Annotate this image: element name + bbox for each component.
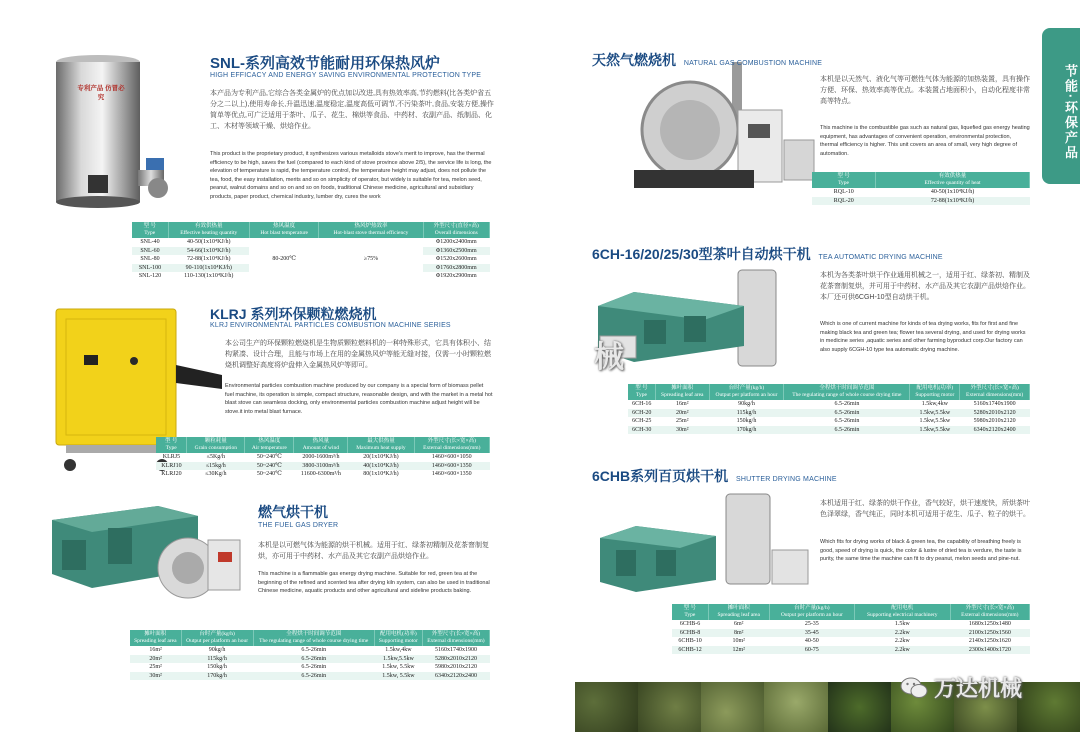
table-row: SNL-60 54-66(1x10⁴KJ/h) Φ1360x2500mm	[132, 247, 490, 256]
table-row: 6CH-25 25m² 150kg/h 6.5-26min 1.5kw,5.5kw 5980x2010x2120	[632, 418, 1016, 424]
natgas-title: 天然气燃烧机 NATURAL GAS COMBUSTION MACHINE	[592, 52, 823, 68]
chb-title: 6CHB系列百页烘干机 SHUTTER DRYING MACHINE	[592, 468, 837, 484]
table-row: SNL-80 72-88(1x10⁴KJ/h) Φ1520x2600mm	[140, 256, 477, 262]
ch-description-cn: 本机为各类茶叶烘干作业通用机械之一，适用于红、绿茶初、精制及花茶窨制复烘，并可用于中药材、水产品及其它农副产品烘焙作业。本厂还可供6CGH-10型自动烘干机。	[820, 272, 1030, 301]
snl-efficiency-cell: ≥75%	[363, 256, 379, 262]
table-row: SNL-100 90-110(1x10⁴KJ/h) Φ1760x2800mm	[132, 264, 490, 273]
snl-spec-table	[132, 222, 490, 281]
wechat-icon	[900, 676, 928, 700]
gas-dryer-subtitle: THE FUEL GAS DRYER	[258, 522, 339, 529]
table-row: SNL-120 110-130(1x10⁴KJ/h) Φ1920x2900mm	[138, 273, 477, 279]
natgas-subtitle: NATURAL GAS COMBUSTION MACHINE	[683, 60, 823, 67]
table-row: RQL-20 72-88(1x10⁴KJ/h)	[812, 197, 1030, 206]
ch-title: 6CH-16/20/25/30型茶叶自动烘干机 TEA AUTOMATIC DRYING MACHINE	[592, 246, 943, 262]
gas-dryer-spec-table	[130, 630, 490, 680]
tea-photo	[575, 682, 638, 732]
table-header-row: 型 号 Type 有效供热量 Effective quantity of heat	[812, 172, 1030, 188]
col-heat: 有效供热量 Effective heating quantity	[168, 222, 249, 238]
col-temp: 热风温度 Hot blast temperature	[249, 222, 318, 238]
table-header-row: 摊叶面积 Spreading leaf area 台时产量(kg/h) Output per platform an hour 全程烘干时间调节范围 The regulating range of whole course drying time 配用电机(功率) Supporting motor 外型尺寸(长×宽×高) External dimensions(mm)	[130, 630, 490, 646]
gas-dryer-image	[48, 500, 248, 610]
table-row: 25m² 150kg/h 6.5-26min 1.5kw, 5.5kw 5980x2010x2120	[149, 664, 477, 670]
snl-description-en: This product is the proprietary product, it synthesizes various metalloids stove's merit to improve, has the thermal efficiency to be high, saves the fuel (compared to each kind of stove province above 2/5), the service life is long, the elevation of temperature is rapid, the temperature control, the temperature height may adjust, does not pollute the tea, food, the easy installation, merits and so on simplicity of operator, but widely is suitable for tea, melon seed, peanut, walnut domains and so on and so on foods, traditional Chinese medicine, agricultural and subsidiary products, paper product, chemical industry, lumber dry, cures the work	[210, 151, 492, 200]
ch-spec-table	[628, 384, 1030, 434]
table-row: KLRJ5 ≤5Kg/h 50~240℃ 2000-1600m³/h 20(1x10⁴KJ/h) 1460×600×1050	[162, 454, 472, 460]
natgas-description-en: This machine is the combustible gas such as natural gas, liquefied gas energy heating equipment, has advantages of convenient operation, environmental protection, thermal efficiency is higher. This unit covers an area of small, very high degree of automation.	[820, 125, 1030, 157]
chb-description-cn: 本机适用于红、绿茶的烘干作业，香气较好，烘干速度快，所烘茶叶色泽翠绿，香气纯正，同时本机可适用于花生、瓜子、粒子的烘干。	[820, 500, 1030, 518]
chb-spec-table	[672, 604, 1030, 654]
col-type: 型 号 Type	[132, 222, 168, 238]
col-efficiency: 热风炉热效率 Hot-blast stove thermal efficiency	[319, 222, 423, 238]
tea-photo	[638, 682, 701, 732]
table-row: KLRJ10 ≤15kg/h 50~240℃ 3800-3100m³/h 40(1x10⁴KJ/h) 1460×600×1350	[156, 462, 490, 471]
chb-dryer-image	[596, 490, 816, 600]
table-row: SNL-40 40-50(1x10⁴KJ/h) 80-200℃ ≥75% Φ1200x2400mm	[132, 238, 490, 247]
table-row: 20m² 115kg/h 6.5-26min 1.5kw,5.5kw 5280x2010x2120	[130, 655, 490, 664]
natgas-description-cn: 本机是以天然气、液化气等可燃性气体为能源的加热装置，具有操作方便、环保、热效率高等优点。本装置占地面积小，自动化程度非常高等特点。	[820, 76, 1030, 105]
gas-dryer-description-en: This machine is a flammable gas energy drying machine. Suitable for red, green tea at the beginning of the refined and scented tea after drying kiln system, can also be used in traditional Chinese medicine, aquatic products and other agricultural and sideline products baking.	[258, 571, 490, 594]
table-row: 6CHB-8 8m² 35-45 2.2kw 2100x1250x1560	[672, 629, 1030, 638]
table-header-row: 型 号 Type 摊叶面积 Spreading leaf area 台时产量(kg/h) Output per platform an hour 全程烘干时间调节范围 The regulating range of whole course drying time 配用电机(功率) Supporting motor 外型尺寸(长×宽×高) External dimensions(mm)	[628, 384, 1030, 400]
table-row: 6CHB-6 6m² 25-35 1.5kw 1680x1250x1480	[679, 621, 1011, 627]
tea-photo	[1017, 682, 1080, 732]
left-edge-watermark-char: 械	[594, 341, 624, 374]
table-row: 6CH-16 16m² 90kg/h 6.5-26min 1.5kw,4kw 5160x1740x1900	[632, 401, 1016, 407]
tea-photo	[764, 682, 827, 732]
table-row: RQL-10 40-50(1x10⁴KJ/h)	[833, 189, 975, 195]
klrj-spec-table	[156, 437, 490, 479]
ch-description-en: Which is one of current machine for kinds of tea drying works, fits for first and fine making black tea and green tea; flower tea several drying, and used for drying works in medicine series ,aquatic series and other farming byproduct corp.Our factory can also supply 6CGH-10 type tea automatic drying machine.	[820, 321, 1026, 353]
snl-description-cn: 本产品为专利产品,它综合各类金属炉的优点加以改进,具有热效率高,节约燃料(比各类炉省五分之二以上),使用寿命长,升温迅速,温度稳定,温度高低可调节,不污染茶叶,食品,安装方便,操作简单等优点,可广泛适用于茶叶、瓜子、花生、棉烘等食品、中药材、农副产品、纸制品、化工、木材等领域干燥、烘焙作业。	[210, 90, 494, 130]
snl-stove-image	[50, 50, 180, 210]
table-row: 6CHB-10 10m² 40-50 2.2kw 2140x1250x1620	[678, 638, 1011, 644]
klrj-description-en: Environmental particles combustion machine produced by our company is a special form of biomass pellet fuel machine, its operation is simple, compact structure, reasonable design, and with the market in a metal hot blast stove can seamless docking, only environmental particles combustion machine adjust height will be stove.it into metal blast furnace.	[225, 383, 493, 415]
tea-photo	[828, 682, 891, 732]
col-dimensions: 外型尺寸(直径×高) Overall dimensions	[423, 222, 489, 238]
tea-photo	[701, 682, 764, 732]
snl-subtitle: HIGH EFFICACY AND ENERGY SAVING ENVIRONMENTAL PROTECTION TYPE	[210, 72, 482, 79]
table-row: 6CH-30 30m² 170kg/h 6.5-26min 1.5kw,5.5kw 6340x2120x2400	[628, 426, 1030, 435]
table-row: 16m² 90kg/h 6.5-26min 1.5kw,4kw 5160x1740x1900	[149, 647, 477, 653]
table-row: KLRJ20 ≤30Kg/h 50~240℃ 11600-6300m³/h 80(1x10⁴KJ/h) 1460×600×1350	[161, 471, 472, 477]
stove-patent-label: 专利产品 仿冒必究	[77, 85, 125, 101]
snl-title: SNL-系列高效节能耐用环保热风炉	[210, 55, 440, 72]
table-row: 6CH-20 20m² 115kg/h 6.5-26min 1.5kw,5.5kw 5280x2010x2120	[628, 409, 1030, 418]
watermark	[900, 672, 1022, 703]
snl-temp-cell: 80-200℃	[272, 256, 297, 262]
ch-subtitle: TEA AUTOMATIC DRYING MACHINE	[818, 254, 943, 261]
chb-description-en: Which fits for drying works of black & green tea, the capability of breathing freely is good, speed of drying is quick, the color & lustre of dried tea is verdure, the taste is purity, the same time the machine can fit to dry peanut, melon seeds and pine-nut.	[820, 539, 1022, 562]
natgas-machine-image	[620, 60, 823, 200]
table-header-row: 型 号 Type 颗粒耗量 Grain consumption 热风温度 Air temperature 热风量 Amount of wind 最大供热量 Maximum heat supply 外型尺寸(长×宽×高) External dimensions(mm)	[156, 437, 490, 453]
gas-dryer-description-cn: 本机是以可燃气体为能源的烘干机械。适用于红、绿茶初精制及花茶窨制复烘，亦可用于中药材、水产品及其它农副产品烘焙作业。	[258, 542, 489, 560]
table-header-row: 型 号 Type 摊叶面积 Spreading leaf area 台时产量(kg/h) Output per platform an hour 配用电机 Supporting electrical machinery 外型尺寸(长×宽×高) External dimensions(mm)	[672, 604, 1030, 620]
table-header-row	[132, 222, 490, 238]
klrj-title: KLRJ 系列环保颗粒燃烧机	[210, 306, 377, 322]
chb-subtitle: SHUTTER DRYING MACHINE	[736, 476, 837, 483]
natgas-spec-table	[812, 172, 1030, 205]
ch-dryer-image	[594, 266, 794, 384]
table-row: 6CHB-12 12m² 60-75 2.2kw 2300x1400x1720	[672, 646, 1030, 655]
category-side-tab: 节能·环保产品	[1042, 28, 1080, 184]
right-page	[540, 0, 1080, 732]
klrj-subtitle: KLRJ ENVIRONMENTAL PARTICLES COMBUSTION MACHINE SERIES	[210, 322, 451, 329]
watermark-text: 万达机械	[934, 676, 1023, 701]
klrj-description-cn: 本公司生产的环保颗粒燃烧机是生物质颗粒燃料机的一种特殊形式，它具有体积小、结构紧凑、设计合理，且能与市场上在用的金属热风炉等能无缝对接，仅需一小时颗粒燃烧机调整好高度将炉盘伸入金属热风炉等即可。	[225, 340, 491, 369]
table-row: 30m² 170kg/h 6.5-26min 1.5kw, 5.5kw 6340x2120x2400	[130, 672, 490, 681]
gas-dryer-title: 燃气烘干机	[258, 504, 328, 520]
